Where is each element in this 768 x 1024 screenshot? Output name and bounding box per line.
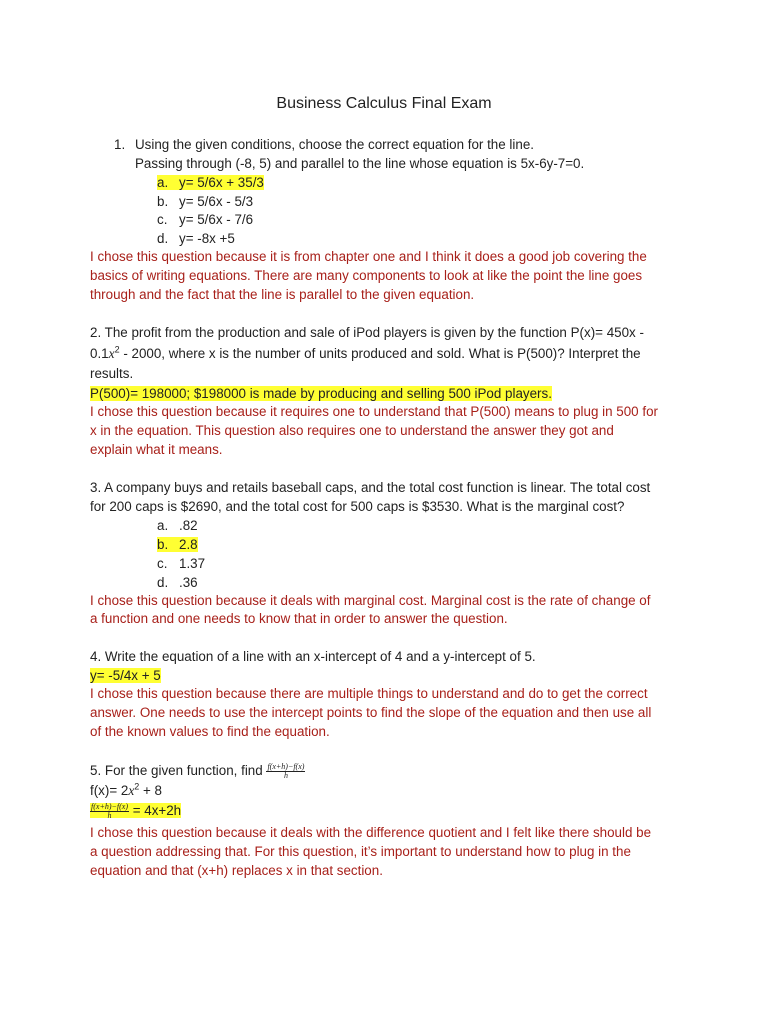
q5-reason-line-1: I chose this question because it deals with the difference quotient and I felt like there should be <box>90 825 652 840</box>
option-letter: d. <box>157 231 169 246</box>
q5-answer-text: = 4x+2h <box>129 803 182 818</box>
option-letter: c. <box>157 212 168 227</box>
option-letter: d. <box>157 575 169 590</box>
q1-text-line-1: Using the given conditions, choose the correct equation for the line. <box>135 137 534 152</box>
q1-reason-line-1: I chose this question because it is from chapter one and I think it does a good job covering the <box>90 249 647 264</box>
answer-fraction <box>90 803 129 820</box>
q1-number: 1. <box>114 137 126 152</box>
option-text: y= -8x +5 <box>179 231 235 246</box>
q1-option-c <box>157 211 253 229</box>
q5-function-rest: + 8 <box>139 783 163 798</box>
q2-variable: x <box>108 346 115 361</box>
option-text: y= 5/6x + 35/3 <box>179 175 264 190</box>
difference-quotient-fraction <box>266 763 305 780</box>
option-letter: a. <box>157 175 169 190</box>
q3-option-d <box>157 574 198 592</box>
q3-text-line-1: 3. A company buys and retails baseball caps, and the total cost function is linear. The total cost <box>90 480 651 495</box>
q2-answer <box>90 385 552 403</box>
fraction-denominator: h <box>283 770 288 780</box>
q3-reason-line-2: a function and one needs to know that in order to answer the question. <box>90 611 508 626</box>
q4-reason-line-1: I chose this question because there are multiple things to understand and do to get the correct <box>90 686 648 701</box>
q5-prompt: 5. For the given function, find <box>90 763 263 778</box>
option-text: y= 5/6x - 7/6 <box>179 212 254 227</box>
q1-option-a <box>157 174 264 192</box>
q2-text-rest: - 2000, where x is the number of units produced and sold. What is P(500)? Interpret the <box>119 346 641 361</box>
option-letter: a. <box>157 518 169 533</box>
option-text: .82 <box>179 518 198 533</box>
option-letter: b. <box>157 537 169 552</box>
q3-option-c <box>157 555 205 573</box>
option-letter: b. <box>157 194 169 209</box>
q2-reason-line-3: explain what it means. <box>90 442 223 457</box>
q3-option-a <box>157 517 198 535</box>
q5-exponent: 2 <box>134 781 140 792</box>
q2-coefficient: 0.1 <box>90 346 109 361</box>
q2-reason-line-1: I chose this question because it requires one to understand that P(500) means to plug in 500 for <box>90 404 658 419</box>
q5-variable: x <box>128 783 135 798</box>
page-title: Business Calculus Final Exam <box>276 95 492 112</box>
q4-text-line-1: 4. Write the equation of a line with an x-intercept of 4 and a y-intercept of 5. <box>90 649 536 664</box>
q1-option-d <box>157 230 235 248</box>
fraction-numerator: f(x+h)−f(x) <box>267 761 305 771</box>
q5-function-prefix: f(x)= 2 <box>90 783 129 798</box>
q5-reason-line-2: a question addressing that. For this question, it’s important to understand how to plug in the <box>90 844 631 859</box>
q3-option-b <box>157 536 198 554</box>
q3-text-line-2: for 200 caps is $2690, and the total cost for 500 caps is $3530. What is the marginal cost? <box>90 499 625 514</box>
option-letter: c. <box>157 556 168 571</box>
q2-text-line-2 <box>90 345 641 363</box>
q5-answer <box>90 802 181 820</box>
option-text: 1.37 <box>179 556 206 571</box>
fraction-denominator: h <box>107 810 112 820</box>
q1-reason-line-2: basics of writing equations. There are many components to look at like the point the line goes <box>90 268 643 283</box>
q3-reason-line-1: I chose this question because it deals with marginal cost. Marginal cost is the rate of change of <box>90 593 651 608</box>
q4-reason-line-3: of the known values to find the equation. <box>90 724 330 739</box>
q5-text-line-1 <box>90 762 305 780</box>
q1-reason-line-3: through and the fact that the line is parallel to the given equation. <box>90 287 475 302</box>
q2-text-line-1: 2. The profit from the production and sale of iPod players is given by the function P(x)= 450x - <box>90 325 644 340</box>
q2-text-line-3: results. <box>90 366 134 381</box>
q1-text-line-2: Passing through (-8, 5) and parallel to the line whose equation is 5x-6y-7=0. <box>135 156 585 171</box>
q5-reason-line-3: equation and that (x+h) replaces x in that section. <box>90 863 383 878</box>
option-text: y= 5/6x - 5/3 <box>179 194 254 209</box>
q2-exponent: 2 <box>114 344 120 355</box>
q2-reason-line-2: x in the equation. This question also requires one to understand the answer they got and <box>90 423 614 438</box>
q4-answer-text: y= -5/4x + 5 <box>90 668 161 683</box>
q4-answer <box>90 667 161 685</box>
q1-option-b <box>157 193 253 211</box>
q2-answer-text: P(500)= 198000; $198000 is made by producing and selling 500 iPod players. <box>90 386 552 401</box>
option-text: 2.8 <box>179 537 198 552</box>
option-text: .36 <box>179 575 198 590</box>
q5-function <box>90 782 162 800</box>
fraction-numerator: f(x+h)−f(x) <box>91 801 128 811</box>
q4-reason-line-2: answer. One needs to use the intercept points to find the slope of the equation and then use all <box>90 705 652 720</box>
